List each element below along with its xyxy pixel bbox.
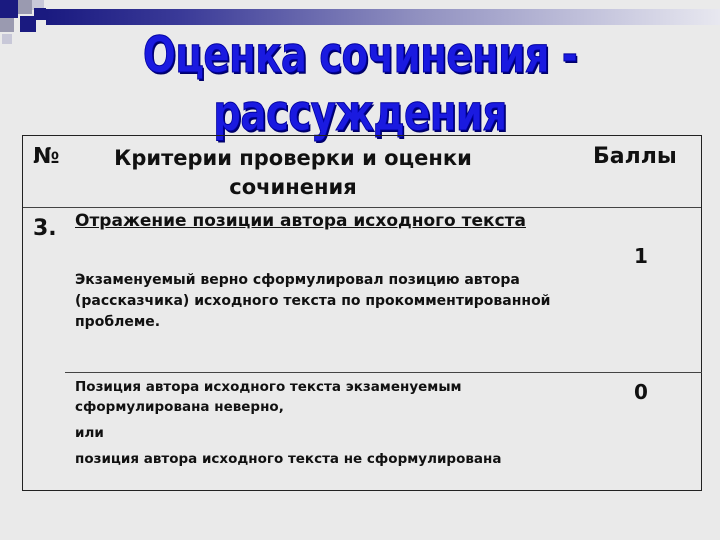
- decor-square: [0, 0, 18, 18]
- level0-line1: Позиция автора исходного текста экзаменуемым сформулирована неверно,: [75, 379, 462, 415]
- header-gradient-bar: [46, 9, 720, 25]
- level0-score: 0: [634, 380, 648, 404]
- criterion-level0: [75, 377, 575, 469]
- header-divider: [23, 207, 701, 208]
- level1-score: 1: [634, 244, 648, 268]
- header-number: №: [33, 144, 60, 169]
- criterion-title: Отражение позиции автора исходного текста: [75, 211, 526, 231]
- decor-square: [0, 18, 14, 32]
- decor-square: [34, 8, 46, 20]
- level0-line2: позиция автора исходного текста не сформулирована: [75, 451, 502, 467]
- slide-title: Оценка сочинения - рассуждения: [142, 26, 578, 142]
- row-number: 3.: [33, 216, 57, 241]
- decor-square: [2, 34, 12, 44]
- header-criteria: Критерии проверки и оценки сочинения: [114, 146, 472, 199]
- criterion-level1-text: Экзаменуемый верно сформулировал позицию автора (рассказчика) исходного текста по прокомментированной проблеме.: [75, 272, 551, 330]
- header-score: Баллы: [593, 144, 677, 169]
- decor-square: [18, 0, 32, 14]
- row-divider: [65, 372, 702, 373]
- level0-or: или: [75, 425, 104, 441]
- criteria-table: [22, 135, 702, 491]
